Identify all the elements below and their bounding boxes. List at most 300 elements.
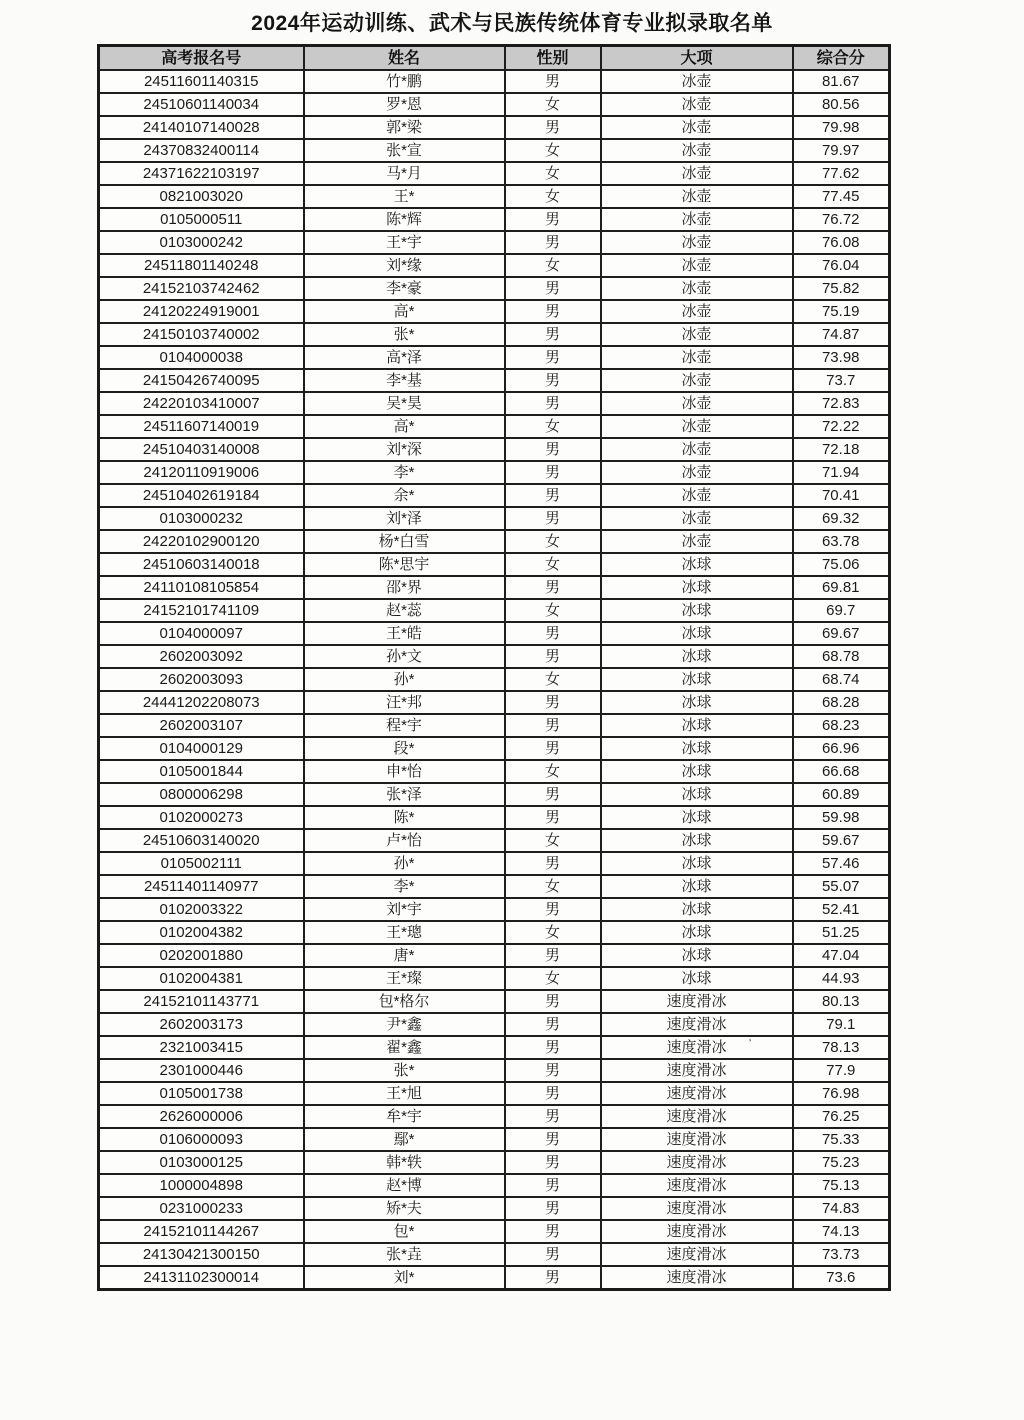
cell-name: 邵*界 — [304, 576, 505, 599]
cell-exam-number: 24110108105854 — [99, 576, 304, 599]
cell-event: 冰壶 — [601, 277, 793, 300]
cell-score: 76.08 — [793, 231, 890, 254]
cell-score: 79.1 — [793, 1013, 890, 1036]
cell-event: 速度滑冰 — [601, 1243, 793, 1266]
table-row — [99, 208, 890, 231]
cell-name: 矫*夫 — [304, 1197, 505, 1220]
cell-name: 张* — [304, 1059, 505, 1082]
cell-score: 74.13 — [793, 1220, 890, 1243]
cell-gender: 男 — [505, 438, 601, 461]
table-row — [99, 323, 890, 346]
cell-gender: 女 — [505, 829, 601, 852]
cell-event: 冰壶 — [601, 392, 793, 415]
cell-exam-number: 24441202208073 — [99, 691, 304, 714]
cell-event: 冰球 — [601, 760, 793, 783]
cell-score: 51.25 — [793, 921, 890, 944]
cell-event: 冰球 — [601, 691, 793, 714]
cell-event: 冰球 — [601, 737, 793, 760]
cell-gender: 女 — [505, 162, 601, 185]
cell-exam-number: 0105001844 — [99, 760, 304, 783]
cell-gender: 男 — [505, 645, 601, 668]
cell-score: 75.33 — [793, 1128, 890, 1151]
cell-name: 王*皓 — [304, 622, 505, 645]
cell-event: 冰壶 — [601, 231, 793, 254]
cell-name: 张* — [304, 323, 505, 346]
cell-score: 77.45 — [793, 185, 890, 208]
cell-event: 冰壶 — [601, 369, 793, 392]
cell-name: 程*宇 — [304, 714, 505, 737]
table-row — [99, 760, 890, 783]
cell-gender: 男 — [505, 806, 601, 829]
cell-name: 申*怡 — [304, 760, 505, 783]
table-row — [99, 1105, 890, 1128]
cell-event: 速度滑冰 — [601, 990, 793, 1013]
cell-score: 59.98 — [793, 806, 890, 829]
cell-exam-number: 24511401140977 — [99, 875, 304, 898]
cell-gender: 男 — [505, 1197, 601, 1220]
table-row — [99, 1036, 890, 1059]
cell-score: 77.9 — [793, 1059, 890, 1082]
cell-gender: 男 — [505, 1036, 601, 1059]
cell-exam-number: 0106000093 — [99, 1128, 304, 1151]
column-header-exam-number: 高考报名号 — [99, 46, 304, 71]
cell-score: 71.94 — [793, 461, 890, 484]
cell-name: 唐* — [304, 944, 505, 967]
cell-event: 冰壶 — [601, 162, 793, 185]
table-row — [99, 645, 890, 668]
cell-name: 李* — [304, 875, 505, 898]
table-row — [99, 668, 890, 691]
cell-exam-number: 24120224919001 — [99, 300, 304, 323]
cell-gender: 女 — [505, 139, 601, 162]
cell-score: 73.6 — [793, 1266, 890, 1290]
cell-score: 76.72 — [793, 208, 890, 231]
cell-gender: 女 — [505, 668, 601, 691]
cell-score: 69.7 — [793, 599, 890, 622]
cell-event: 速度滑冰 — [601, 1151, 793, 1174]
cell-exam-number: 24511801140248 — [99, 254, 304, 277]
cell-gender: 男 — [505, 231, 601, 254]
page-title: 2024年运动训练、武术与民族传统体育专业拟录取名单 — [251, 12, 773, 35]
cell-exam-number: 2602003092 — [99, 645, 304, 668]
cell-name: 李*豪 — [304, 277, 505, 300]
table-row — [99, 484, 890, 507]
cell-event: 速度滑冰 — [601, 1013, 793, 1036]
cell-gender: 男 — [505, 323, 601, 346]
table-row — [99, 300, 890, 323]
cell-exam-number: 0103000232 — [99, 507, 304, 530]
cell-gender: 女 — [505, 921, 601, 944]
cell-exam-number: 0102004381 — [99, 967, 304, 990]
cell-name: 卢*怡 — [304, 829, 505, 852]
cell-exam-number: 0105001738 — [99, 1082, 304, 1105]
cell-event: 冰球 — [601, 898, 793, 921]
table-row — [99, 553, 890, 576]
cell-score: 68.78 — [793, 645, 890, 668]
cell-event: 速度滑冰 — [601, 1082, 793, 1105]
table-row — [99, 944, 890, 967]
cell-exam-number: 24370832400114 — [99, 139, 304, 162]
cell-score: 78.13 — [793, 1036, 890, 1059]
cell-event: 冰球 — [601, 668, 793, 691]
cell-score: 80.56 — [793, 93, 890, 116]
cell-gender: 男 — [505, 714, 601, 737]
cell-exam-number: 24130421300150 — [99, 1243, 304, 1266]
cell-exam-number: 2626000006 — [99, 1105, 304, 1128]
cell-name: 竹*鹏 — [304, 70, 505, 93]
cell-score: 44.93 — [793, 967, 890, 990]
cell-name: 刘*缘 — [304, 254, 505, 277]
cell-name: 李*基 — [304, 369, 505, 392]
cell-gender: 女 — [505, 93, 601, 116]
cell-name: 杨*白雪 — [304, 530, 505, 553]
table-row — [99, 714, 890, 737]
cell-exam-number: 0231000233 — [99, 1197, 304, 1220]
cell-event: 冰壶 — [601, 461, 793, 484]
cell-gender: 女 — [505, 254, 601, 277]
cell-exam-number: 24510601140034 — [99, 93, 304, 116]
cell-gender: 男 — [505, 691, 601, 714]
cell-event: 冰球 — [601, 645, 793, 668]
cell-name: 高*泽 — [304, 346, 505, 369]
cell-exam-number: 24152101741109 — [99, 599, 304, 622]
cell-score: 72.83 — [793, 392, 890, 415]
cell-event: 冰壶 — [601, 415, 793, 438]
cell-event: 速度滑冰 — [601, 1220, 793, 1243]
cell-score: 72.18 — [793, 438, 890, 461]
cell-name: 韩*轶 — [304, 1151, 505, 1174]
cell-score: 75.23 — [793, 1151, 890, 1174]
cell-exam-number: 24150426740095 — [99, 369, 304, 392]
cell-score: 76.04 — [793, 254, 890, 277]
cell-exam-number: 24510603140018 — [99, 553, 304, 576]
table-row — [99, 369, 890, 392]
cell-score: 79.97 — [793, 139, 890, 162]
cell-event: 速度滑冰 — [601, 1059, 793, 1082]
cell-name: 段* — [304, 737, 505, 760]
cell-score: 80.13 — [793, 990, 890, 1013]
cell-score: 74.83 — [793, 1197, 890, 1220]
cell-score: 66.96 — [793, 737, 890, 760]
cell-event: 速度滑冰 — [601, 1036, 793, 1059]
cell-gender: 男 — [505, 484, 601, 507]
cell-exam-number: 0202001880 — [99, 944, 304, 967]
table-row — [99, 1013, 890, 1036]
cell-event: 冰壶 — [601, 208, 793, 231]
cell-exam-number: 24131102300014 — [99, 1266, 304, 1290]
cell-name: 王*璁 — [304, 921, 505, 944]
table-row — [99, 116, 890, 139]
table-row — [99, 783, 890, 806]
cell-event: 冰球 — [601, 852, 793, 875]
cell-score: 76.98 — [793, 1082, 890, 1105]
cell-exam-number: 24220102900120 — [99, 530, 304, 553]
cell-event: 冰壶 — [601, 438, 793, 461]
cell-score: 79.98 — [793, 116, 890, 139]
table-row — [99, 852, 890, 875]
column-header-gender: 性别 — [505, 46, 601, 71]
cell-event: 冰球 — [601, 553, 793, 576]
cell-name: 王* — [304, 185, 505, 208]
cell-gender: 男 — [505, 70, 601, 93]
cell-event: 冰球 — [601, 829, 793, 852]
table-row — [99, 1059, 890, 1082]
cell-event: 冰壶 — [601, 323, 793, 346]
cell-exam-number: 24220103410007 — [99, 392, 304, 415]
cell-name: 包*格尔 — [304, 990, 505, 1013]
cell-gender: 女 — [505, 530, 601, 553]
cell-event: 冰球 — [601, 599, 793, 622]
table-row — [99, 829, 890, 852]
cell-gender: 男 — [505, 277, 601, 300]
cell-exam-number: 0103000125 — [99, 1151, 304, 1174]
cell-event: 冰球 — [601, 921, 793, 944]
table-row — [99, 277, 890, 300]
cell-exam-number: 2301000446 — [99, 1059, 304, 1082]
cell-name: 陈*辉 — [304, 208, 505, 231]
cell-event: 冰球 — [601, 944, 793, 967]
cell-score: 76.25 — [793, 1105, 890, 1128]
cell-exam-number: 2602003173 — [99, 1013, 304, 1036]
cell-score: 75.82 — [793, 277, 890, 300]
cell-score: 70.41 — [793, 484, 890, 507]
cell-gender: 男 — [505, 1013, 601, 1036]
cell-event: 速度滑冰 — [601, 1105, 793, 1128]
cell-event: 冰球 — [601, 714, 793, 737]
cell-exam-number: 1000004898 — [99, 1174, 304, 1197]
table-row — [99, 1243, 890, 1266]
cell-score: 68.23 — [793, 714, 890, 737]
cell-name: 吴*昊 — [304, 392, 505, 415]
table-row — [99, 921, 890, 944]
cell-exam-number: 0821003020 — [99, 185, 304, 208]
cell-gender: 女 — [505, 875, 601, 898]
cell-name: 尹*鑫 — [304, 1013, 505, 1036]
cell-exam-number: 24150103740002 — [99, 323, 304, 346]
cell-score: 59.67 — [793, 829, 890, 852]
scan-speckle: ¸ — [748, 1029, 754, 1043]
cell-event: 冰壶 — [601, 300, 793, 323]
cell-gender: 男 — [505, 1174, 601, 1197]
cell-gender: 女 — [505, 185, 601, 208]
table-row — [99, 576, 890, 599]
cell-score: 75.06 — [793, 553, 890, 576]
table-row — [99, 438, 890, 461]
cell-exam-number: 24140107140028 — [99, 116, 304, 139]
cell-score: 52.41 — [793, 898, 890, 921]
cell-gender: 男 — [505, 576, 601, 599]
cell-exam-number: 0104000129 — [99, 737, 304, 760]
cell-gender: 男 — [505, 346, 601, 369]
cell-exam-number: 24510402619184 — [99, 484, 304, 507]
cell-gender: 男 — [505, 1266, 601, 1290]
table-row — [99, 691, 890, 714]
table-row — [99, 898, 890, 921]
cell-score: 60.89 — [793, 783, 890, 806]
cell-exam-number: 24510403140008 — [99, 438, 304, 461]
cell-gender: 男 — [505, 622, 601, 645]
cell-gender: 男 — [505, 300, 601, 323]
cell-score: 68.74 — [793, 668, 890, 691]
table-row — [99, 875, 890, 898]
cell-name: 王*璨 — [304, 967, 505, 990]
cell-gender: 男 — [505, 990, 601, 1013]
cell-gender: 男 — [505, 1220, 601, 1243]
cell-event: 冰壶 — [601, 116, 793, 139]
table-row — [99, 185, 890, 208]
column-header-score: 综合分 — [793, 46, 890, 71]
cell-exam-number: 0102000273 — [99, 806, 304, 829]
cell-exam-number: 24152101143771 — [99, 990, 304, 1013]
cell-score: 63.78 — [793, 530, 890, 553]
table-row — [99, 231, 890, 254]
cell-name: 郭*梁 — [304, 116, 505, 139]
cell-event: 冰球 — [601, 622, 793, 645]
cell-score: 81.67 — [793, 70, 890, 93]
cell-name: 汪*邦 — [304, 691, 505, 714]
table-row — [99, 162, 890, 185]
cell-name: 张*垚 — [304, 1243, 505, 1266]
cell-event: 冰壶 — [601, 70, 793, 93]
cell-exam-number: 24510603140020 — [99, 829, 304, 852]
cell-exam-number: 0102003322 — [99, 898, 304, 921]
cell-score: 57.46 — [793, 852, 890, 875]
cell-score: 75.13 — [793, 1174, 890, 1197]
cell-event: 冰球 — [601, 806, 793, 829]
cell-name: 刘*宇 — [304, 898, 505, 921]
cell-name: 牟*宇 — [304, 1105, 505, 1128]
cell-exam-number: 2321003415 — [99, 1036, 304, 1059]
cell-gender: 男 — [505, 852, 601, 875]
cell-gender: 女 — [505, 415, 601, 438]
cell-score: 68.28 — [793, 691, 890, 714]
cell-name: 陈*思宇 — [304, 553, 505, 576]
cell-name: 赵*蕊 — [304, 599, 505, 622]
cell-gender: 女 — [505, 967, 601, 990]
cell-exam-number: 24152103742462 — [99, 277, 304, 300]
table-row — [99, 737, 890, 760]
cell-gender: 男 — [505, 783, 601, 806]
admission-table — [97, 44, 891, 1291]
cell-exam-number: 0105000511 — [99, 208, 304, 231]
table-row — [99, 93, 890, 116]
cell-exam-number: 24371622103197 — [99, 162, 304, 185]
cell-score: 73.98 — [793, 346, 890, 369]
table-row — [99, 1197, 890, 1220]
cell-event: 冰球 — [601, 576, 793, 599]
table-row — [99, 392, 890, 415]
table-row — [99, 1082, 890, 1105]
cell-event: 冰球 — [601, 967, 793, 990]
table-row — [99, 990, 890, 1013]
table-row — [99, 967, 890, 990]
cell-gender: 男 — [505, 369, 601, 392]
cell-gender: 男 — [505, 392, 601, 415]
cell-gender: 男 — [505, 1105, 601, 1128]
cell-name: 刘*泽 — [304, 507, 505, 530]
cell-exam-number: 0105002111 — [99, 852, 304, 875]
cell-score: 55.07 — [793, 875, 890, 898]
table-row — [99, 622, 890, 645]
cell-gender: 男 — [505, 898, 601, 921]
cell-gender: 男 — [505, 1059, 601, 1082]
table-row — [99, 530, 890, 553]
cell-exam-number: 24152101144267 — [99, 1220, 304, 1243]
column-header-event: 大项 — [601, 46, 793, 71]
cell-event: 速度滑冰 — [601, 1197, 793, 1220]
table-row — [99, 254, 890, 277]
cell-name: 李* — [304, 461, 505, 484]
cell-exam-number: 24511601140315 — [99, 70, 304, 93]
cell-event: 冰壶 — [601, 507, 793, 530]
cell-exam-number: 2602003107 — [99, 714, 304, 737]
table-row — [99, 599, 890, 622]
cell-score: 77.62 — [793, 162, 890, 185]
cell-gender: 男 — [505, 1151, 601, 1174]
column-header-name: 姓名 — [304, 46, 505, 71]
table-row — [99, 415, 890, 438]
cell-score: 73.7 — [793, 369, 890, 392]
cell-name: 马*月 — [304, 162, 505, 185]
cell-name: 翟*鑫 — [304, 1036, 505, 1059]
cell-score: 66.68 — [793, 760, 890, 783]
cell-gender: 男 — [505, 1243, 601, 1266]
cell-name: 赵*博 — [304, 1174, 505, 1197]
cell-exam-number: 24511607140019 — [99, 415, 304, 438]
cell-exam-number: 0800006298 — [99, 783, 304, 806]
table-row — [99, 1220, 890, 1243]
table-header-row — [99, 46, 890, 71]
cell-event: 冰壶 — [601, 185, 793, 208]
table-row — [99, 1266, 890, 1290]
cell-gender: 男 — [505, 461, 601, 484]
cell-gender: 男 — [505, 1128, 601, 1151]
table-row — [99, 507, 890, 530]
table-row — [99, 139, 890, 162]
cell-event: 冰壶 — [601, 346, 793, 369]
cell-event: 冰壶 — [601, 484, 793, 507]
table-row — [99, 806, 890, 829]
cell-score: 74.87 — [793, 323, 890, 346]
cell-exam-number: 0104000097 — [99, 622, 304, 645]
cell-score: 69.81 — [793, 576, 890, 599]
cell-exam-number: 0103000242 — [99, 231, 304, 254]
cell-name: 刘* — [304, 1266, 505, 1290]
cell-name: 孙*文 — [304, 645, 505, 668]
cell-name: 张*泽 — [304, 783, 505, 806]
cell-gender: 女 — [505, 599, 601, 622]
cell-name: 王*旭 — [304, 1082, 505, 1105]
cell-gender: 女 — [505, 760, 601, 783]
cell-gender: 男 — [505, 737, 601, 760]
table-row — [99, 70, 890, 93]
cell-name: 鄢* — [304, 1128, 505, 1151]
cell-exam-number: 0104000038 — [99, 346, 304, 369]
cell-name: 陈* — [304, 806, 505, 829]
cell-event: 速度滑冰 — [601, 1128, 793, 1151]
cell-score: 72.22 — [793, 415, 890, 438]
cell-event: 速度滑冰 — [601, 1266, 793, 1290]
cell-score: 75.19 — [793, 300, 890, 323]
cell-exam-number: 2602003093 — [99, 668, 304, 691]
cell-exam-number: 24120110919006 — [99, 461, 304, 484]
cell-event: 冰球 — [601, 875, 793, 898]
table-row — [99, 1151, 890, 1174]
cell-exam-number: 0102004382 — [99, 921, 304, 944]
table-row — [99, 346, 890, 369]
cell-name: 包* — [304, 1220, 505, 1243]
cell-name: 孙* — [304, 852, 505, 875]
